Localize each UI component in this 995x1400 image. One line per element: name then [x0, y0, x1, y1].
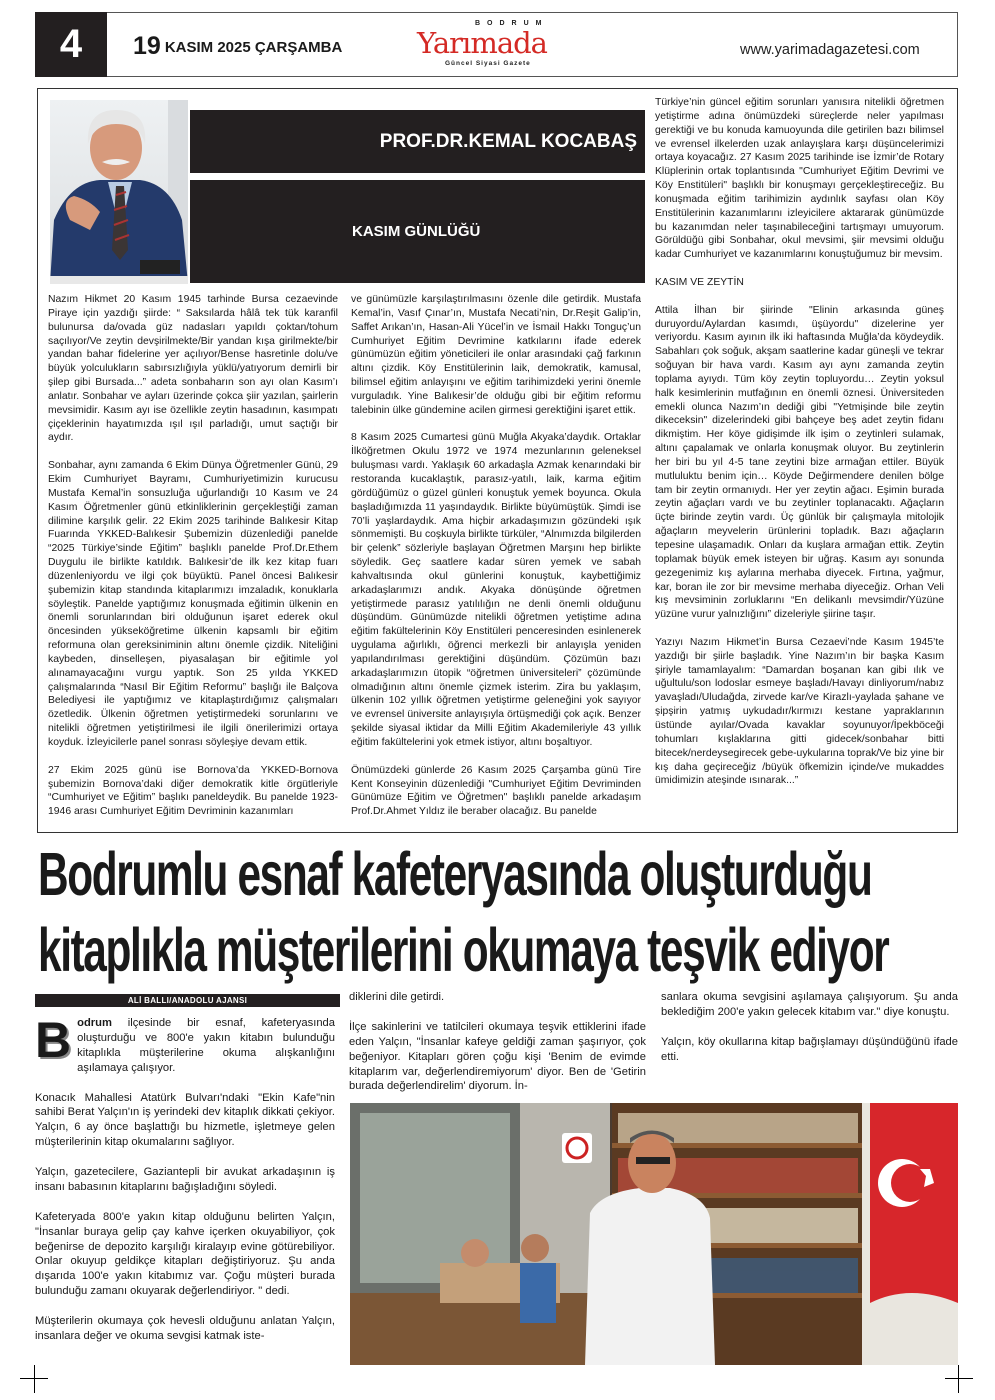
paragraph: Nazım Hikmet 20 Kasım 1945 tarhinde Bursa cezaevinde Piraye için yazdığı şiirde: “ Saksılarda hâlâ tek tük karanfil bulunursa da/ovada güz nadasları yapıldı çoktan/tohum saçılıyor/Ve zeytin devşirilmekte/Bir yandan kışa girilmekte/bir yandan bahar fidelerine yer açılıyor/Bense hasretinle dolu/ve büyük yolculukların sabırsızlığıyla yüklü/yatıyorum demirli bir şilep gibi Bursada...” adeta sonbaharın son ayı olan Kasım’ı anlatır. Sonbahar ve ayları üzerinde çokca şiir yazılan, şairlerin mevsimidir. Kasım ayı ise özellikle zeytin hasadının, kasımpatı çiçeklerinin hayatımızda ışıl ışıl parladığı, umut saçtığı bir aydır.: [48, 294, 338, 444]
paragraph: Müşterilerin okumaya çok hevesli olduğunu anlatan Yalçın, insanlara değer ve okuma sevgisi katmak iste-: [35, 1315, 335, 1342]
author-photo: [50, 100, 188, 284]
paragraph: Önümüzdeki günlerde 26 Kasım 2025 Çarşamba günü Tire Kent Konseyinin düzenlediği "Cumhuriyet Eğitim Devriminden Günümüze Eğitim ve Öğretmen" başlıklı panelde arkadaşım Prof.Dr.Ahmet Yıldız ile beraber olacağız. Bu panelde: [351, 764, 641, 818]
column-text-2: [351, 293, 641, 829]
drop-cap: B: [35, 1016, 72, 1068]
lead-rest: ilçesinde bir esnaf, kafeteryasında oluşturduğu ve 800'e yakın kitabın bulunduğu kitaplıkla müşterilerine okuma alışkanlığını aşılamaya çalışıyor.: [77, 1017, 335, 1074]
headline-line-1: Bodrumlu esnaf kafeteryasında oluşturduğu: [38, 840, 872, 908]
lead-paragraph: [35, 1016, 335, 1076]
paragraph: Yalçın, köy okullarına kitap bağışlamayı düşündüğünü ifade etti.: [661, 1035, 958, 1063]
news-text-2: [349, 990, 646, 1100]
paragraph: diklerini dile getirdi.: [349, 991, 445, 1003]
paragraph: İlçe sakinlerini ve tatilcileri okumaya teşvik ettiklerini ifade eden Yalçın, "İnsanlar kafeye geldiği zaman şaşırıyor, çok beğeniyor. Kitapları gören çoğu kişi 'Benim de evimde kitaplarım var, değerlendiremiyorum' diyor. Ben de 'Getirin burada değerlendirelim' diyorum. İn-: [349, 1020, 646, 1093]
news-headline: [38, 836, 942, 988]
crop-mark: [958, 1365, 959, 1393]
logo-sub: Güncel Siyasi Gazete: [445, 60, 531, 67]
page-number: 4: [35, 12, 107, 77]
date-day: 19: [133, 32, 161, 60]
logo-main: Yarımada: [417, 26, 547, 60]
paragraph: Konacık Mahallesi Atatürk Bulvarı'ndaki "Ekin Kafe"nin sahibi Berat Yalçın'ın iş yerindeki dev kitaplık dikkati çekiyor. Yalçın, 6 ay önce başlattığı bu hizmetle, işletmeye gelen müşterilerinin kitap okumalarını sağlıyor.: [35, 1091, 335, 1149]
date-rest: KASIM 2025 ÇARŞAMBA: [164, 39, 343, 56]
crop-mark: [945, 1378, 973, 1379]
paragraph: 8 Kasım 2025 Cumartesi günü Muğla Akyaka’daydık. Ortaklar İlköğretmen Okulu 1972 ve 1974 mezunlarının geleneksel buluşması vardı. Yaklaşık 60 arkadaşla Azmak kenarındaki bir restoranda kucaklaştık, parasız-yatılı, laik, karma eğitim gördüğümüz o güzel günleri konuştuk yemek boyunca. Okula başladığımızda 11 yaşındaydık. Birlikte büyümüştük. Şimdi ise 70’li yaşlardaydık. Ama hiçbir arkadaşımızın gözündeki ışık sönmemişti. Bu coşkuyla birlikte türküler, “Alnımızda bilgilerden bir çelenk” sözleriyle başlayan Öğretmen Marşını hep birlikte söyledik. Geç saatlere kadar süren yemek ve sabah kahvaltısında okul günlerini konuştuk, kaybettiğimiz arkadaşlarımızı andık. Akyaka dönüşünde öğretmen yetiştirmede parasız yatılılığın ne denli önemli olduğunu düşündüm. Günümüzde nitelikli öğretmen yetiştime adına eğitim fakültelerinin Köy Enstitüleri penceresinden esinlenerek uygulama ağırlıklı, öğrenci merkezli bir anlayışla yeniden yapılandırılması gerektiğini düşündüm. Çözümün bazı arkadaşlarımızın ütopik “öğretmen üniversiteleri” çözümünde olmadığının altını önemle çizmek isterim. Zira bu yaklaşım, ülkenin 102 yıllık öğretmen yetiştirme geleneğini yok sayıyor ve evrensel üniversite anlayışıyla örtüşmediği çok açık. Benzer şekilde siyasal iktidar da Milli Eğitim Akademileriyle 43 yıllık eğitim fakültelerini yok etmek istiyor, altını boşaltıyor.: [351, 432, 641, 748]
website-link[interactable]: www.yarimadagazetesi.com: [740, 42, 920, 58]
paragraph: ve günümüzle karşılaştırılmasını özenle dile getirdik. Mustafa Kemal’in, Vasıf Çınar’ın, Mustafa Necati’nin, Dr.Reşit Galip’in, Saffet Arıkan’ın, Hasan-Ali Yücel’in ve İsmail Hakkı Tonguç’un Cumhuriyet Eğitim Devrimine katkılarını ifade ederek günümüzün eğitim yöneticileri ile onlar arasındaki çağ farkının altını çizdik. Köy Enstitülerinin laik, demokratik, kamusal, bilimsel eğitim anlayışını ve eğitim tarihimizdeki yerini önemle vurguladık. Yine Balıkesir’de olduğu gibi bir eğitim reformu talebinin ülke gündemine acilen girmesi gerektiğini işaret ettik.: [351, 294, 641, 416]
paragraph: Kafeteryada 800'e yakın kitap olduğunu belirten Yalçın, "İnsanlar buraya gelip çay kahve içerken okuyabiliyor, çok beğenirse de depozito karşılığı kiralayıp evine götürebiliyor. Onlar okuyup geldikçe kitapları değiştiriyoruz. Şu anda dışarıda 100'e yakın kitabımız var. Çoğu müşteri burada bulunduğu zamanı okuyarak değerlendiriyor. " dedi.: [35, 1210, 335, 1298]
paragraph: Yazıyı Nazım Hikmet’in Bursa Cezaevi’nde Kasım 1945’te yazdığı bir şiirle başladık. Yine Nazım’ın bir başka Kasım şiriyle tamamlayalım: “Damardan boşanan kan gibi ılık ve uğultulu/son lodoslar esmeye başladı/Havayı dinliyorum/nabız yavaşladı/Uludağda, zirvede kar/ve Kirazlı-yaylada şahane ve şipşirin yatmış uykudadır/kırmızı kestane yapraklarının üstünde ayılar/Ovada kavaklar soyunuyor/İpekböceği tohumları kışlaklarına gitti gidecek/sonbahar bitti bitecek/nerdeysegirecek gebe-uykularına toprak/Ve biz yine bir kış daha geçireceğiz /büyük öfkemizin içinde/ve mukaddes ümidimizin ateşinde ısınarak...”: [655, 636, 944, 787]
paragraph: Yalçın, gazetecilere, Gaziantepli bir avukat arkadaşının iş insanı babasının kitaplarını bağışladığını söyledi.: [35, 1166, 335, 1193]
column-text-1: [48, 293, 338, 829]
logo-top: BODRUM: [475, 20, 549, 27]
cafe-bookshelf-photo: [350, 1103, 958, 1365]
news-text-1: [35, 1016, 335, 1366]
paragraph: 27 Ekim 2025 günü ise Bornova’da YKKED-Bornova şubemizin Bornova’daki diğer demokratik kitle örgütleriyle “Cumhuriyet ve Eğitim” başlıkı paneldeydik. Bu panelde 1923-1946 arası Cumhuriyet Eğitim Devriminin kazanımları: [48, 764, 338, 818]
crop-mark: [34, 1365, 35, 1393]
byline: ALİ BALLI/ANADOLU AJANSI: [35, 994, 340, 1007]
column-title: KASIM GÜNLÜĞÜ: [190, 180, 645, 283]
column-text-3: [655, 96, 944, 816]
headline-line-2: kitaplıkla müşterilerini okumaya teşvik ediyor: [38, 916, 889, 984]
author-name: PROF.DR.KEMAL KOCABAŞ: [190, 110, 645, 173]
paragraph: sanlara okuma sevgisini aşılamaya çalışıyorum. Şu anda beklediğim 200'e yakın gelecek kitabım var." diye konuştu.: [661, 991, 958, 1018]
paragraph: Sonbahar, aynı zamanda 6 Ekim Dünya Öğretmenler Günü, 29 Ekim Cumhuriyet Bayramı, Cumhuriyetimizin kurucusu Mustafa Kemal’in sonsuzluğa uğurlandığı 10 Kasım ve 24 Kasım Öğretmenler günü etkinliklerinin gerçekleştiği zaman dilimine karşılık gelir. 22 Ekim 2025 tarihinde Balıkesir Kitap Fuarında YKKED-Balıkesir Şubemizin düzenlediği panelde “2025 Türkiye’sinde Eğitim” başlıklı panelde Prof.Dr.Ethem Duygulu ile birlikte katıldık. Balıkesir’de ilk kez kitap fuarı düzenleniyordu ve ilgi çok büyüktü. Panel öncesi Balıkesir şubemizin kitap standında kitaplarımızı imzaladık, konuklarla söyleştik. Panelde yaptığımız konuşmada eğitimin ülkenin en önemli sorunlarından biri olduğunun işaret ederek okul öncesinden yükseköğretime ülkenin kapsamlı bir eğitim reformuna olan gereksiniminin altını önemle çizdik. Niteliğini kaybeden, dinselleşen, piyasalaşan bir eğitimle yol alınamayacağını vurgu yaptık. Son 25 yılda YKKED çalışmalarında “Nasıl Bir Eğitim Reformu” başlığı ile Balçova Belediyesi ile yaptığımız ve kitaplaştırdığımız çalışmaları özetledik. Ülkenin öğretmen yetiştirmedeki sorunlarını ve nitelikli öğretmen yetiştirilmesi ile ilgili önerilerimizi ortaya koyduk. İzleyicilerle panel sonrası söyleşiye devam ettik.: [48, 460, 338, 748]
subheading: KASIM VE ZEYTİN: [655, 276, 744, 288]
issue-date: [133, 32, 342, 62]
paragraph: Türkiye’nin güncel eğitim sorunları yanısıra nitelikli öğretmen yetiştirme adına önümüzdeki süreçlerde neler yapılması gerektiği ve bu konuda kamuoyunda dile getirilen bazı bilimsel ve evrensel ilkelerden uzak anlayışlara karşı düşüncelerimizi ortaya koyacağız. 27 Kasım 2025 tarihinde ise İzmir’de Rotary Klüplerinin ortak toplantısında "Cumhuriyet Eğitim Devrimi ve Köy Enstitüleri" başlıklı bir konuşmayı gerçekleştireceğiz. Bu konuşmada eğitim tarihimizin aydınlık sayfası olan Köy Enstitülerinin kazanımlarını izleyicilere aktararak günümüzde bu kazanımdan neler taşınabileceğini tartışmayı umuyorum. Görüldüğü gibi Sonbahar, okul mevsimi, şiir mevsimi olduğu kadar Cumhuriyet ve kazanımlarını konuştuğumuz bir mevsim.: [655, 97, 944, 261]
lead-bold: odrum: [77, 1017, 112, 1029]
news-text-3: [661, 990, 958, 1090]
newspaper-logo: [417, 20, 582, 70]
paragraph: Attila İlhan bir şiirinde "Elinin arkasında güneş duruyordu/Aylardan kasımdı, üşüyordu" dizelerine yer veriyordu. Kasım ayının ilk iki haftasında Muğla’da köydeydik. Sabahları çok soğuk, akşam saatlerine kadar güneşli ve tekrar soğuyan bir hava vardı. Kasım ayı aynı zamanda zeytin toplama ayıydı. Tüm köy zeytin topluyordu… Zeytin yoksul halk kesimlerinin mutfağının en önemli öznesi. Üniversiteden emekli olunca Nazım’ın dediği gibi "Yetmişinde bile zeytin dikeceksin" dizelerindeki gibi bahçeye beş adet zeytin fidanı dikmiştim. Her köye gidişimde ilk işim o zeytinleri sulamak, altını çapalamak ve onlarla konuşmak oluyor. Bu zeytinlerin her biri bu yıl 4-5 tane zeytini bize armağan ettiler. Büyük mutluluktu benim için… Köyde Değirmendere denilen bölge tam bir zeytin ormanıydı. Her yer zeytin ağacı. Eşimin burada zeytin ağaçları vardı ve bu zeytinler toplanacaktı. Ağaçların üçte birinde zeytin vardı. Üç günlük bir çalışmayla mitolojik ağaçların meyvelerin ürünlerini topladık. Bazı ağaçların tepesine ulaşamadık. Onları da kuşlara armağan ettik. Zeytin toplamak büyük emek isteyen bir uğraş. Kasım ayı sonunda gezegenimiz kış aylarına merhaba diyecek. Fırtına, yağmur, kar, boran ile zor bir mevsime merhaba diyeceğiz. Orhan Veli kış mevsiminin zorluklarını “En delikanlı mevsimdir/Yüzüne yüzüne vurur yalnızlığını” dizeleriyle şiirine taşır.: [655, 304, 944, 621]
